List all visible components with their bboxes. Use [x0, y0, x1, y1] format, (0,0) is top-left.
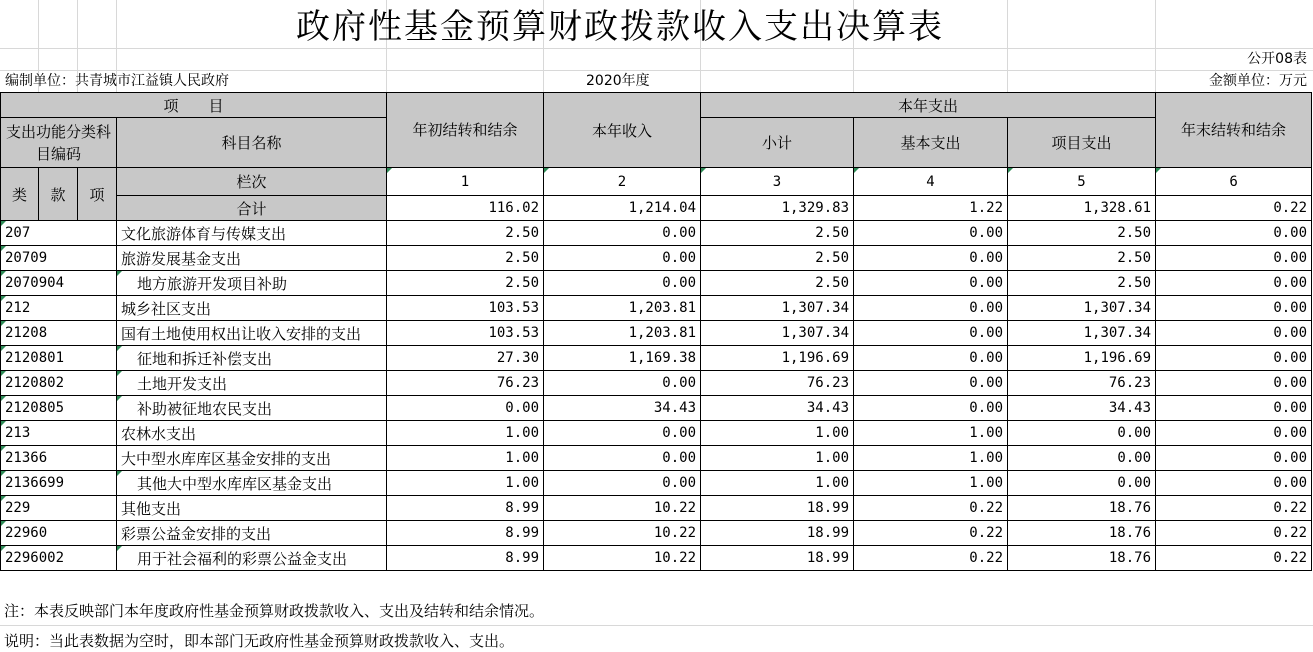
amount-cell: 0.00 [1156, 396, 1312, 421]
amount-cell: 2.50 [1008, 221, 1156, 246]
function-code: 2296002 [1, 546, 117, 571]
total-value: 1,214.04 [544, 196, 701, 221]
amount-cell: 2.50 [387, 246, 544, 271]
header-row [1, 93, 1312, 118]
budget-table [0, 92, 1312, 571]
table-row [1, 346, 1312, 371]
kuan-header: 款 [39, 168, 78, 221]
total-value: 1,329.83 [701, 196, 854, 221]
column-index: 5 [1008, 168, 1156, 196]
table-note: 注：本表反映部门本年度政府性基金预算财政拨款收入、支出及结转和结余情况。 [4, 602, 545, 620]
subject-name: 地方旅游开发项目补助 [117, 271, 387, 296]
amount-cell: 1,169.38 [544, 346, 701, 371]
subject-name: 彩票公益金安排的支出 [117, 521, 387, 546]
function-code: 212 [1, 296, 117, 321]
function-code: 213 [1, 421, 117, 446]
table-row [1, 421, 1312, 446]
table-row [1, 321, 1312, 346]
function-code: 207 [1, 221, 117, 246]
function-code: 2120805 [1, 396, 117, 421]
amount-cell: 1,203.81 [544, 296, 701, 321]
item-header: 项 目 [1, 93, 387, 118]
function-code: 22960 [1, 521, 117, 546]
subject-name: 用于社会福利的彩票公益金支出 [117, 546, 387, 571]
subject-name: 其他大中型水库库区基金支出 [117, 471, 387, 496]
amount-cell: 18.76 [1008, 546, 1156, 571]
amount-cell: 1,196.69 [701, 346, 854, 371]
function-code: 2070904 [1, 271, 117, 296]
subject-name: 土地开发支出 [117, 371, 387, 396]
amount-cell: 18.99 [701, 546, 854, 571]
amount-cell: 2.50 [701, 246, 854, 271]
function-code: 229 [1, 496, 117, 521]
amount-cell: 8.99 [387, 496, 544, 521]
amount-cell: 0.00 [1156, 346, 1312, 371]
table-row [1, 246, 1312, 271]
amount-cell: 10.22 [544, 521, 701, 546]
amount-cell: 0.00 [1156, 421, 1312, 446]
subject-name: 其他支出 [117, 496, 387, 521]
column-no-header: 栏次 [117, 168, 387, 196]
compiling-unit: 编制单位：共青城市江益镇人民政府 [5, 73, 229, 89]
amount-cell: 0.00 [544, 421, 701, 446]
column-index-row [1, 168, 1312, 196]
amount-cell: 0.00 [1156, 471, 1312, 496]
amount-cell: 0.22 [854, 546, 1008, 571]
function-code: 2120801 [1, 346, 117, 371]
amount-cell: 1,196.69 [1008, 346, 1156, 371]
amount-cell: 10.22 [544, 546, 701, 571]
amount-cell: 27.30 [387, 346, 544, 371]
total-label: 合计 [117, 196, 387, 221]
subject-name: 农林水支出 [117, 421, 387, 446]
amount-cell: 18.76 [1008, 521, 1156, 546]
amount-cell: 0.22 [854, 521, 1008, 546]
amount-cell: 0.22 [1156, 521, 1312, 546]
amount-cell: 0.00 [544, 246, 701, 271]
amount-cell: 1.00 [701, 471, 854, 496]
amount-cell: 0.00 [544, 221, 701, 246]
amount-cell: 76.23 [701, 371, 854, 396]
function-code: 20709 [1, 246, 117, 271]
amount-cell: 18.99 [701, 521, 854, 546]
amount-cell: 0.00 [854, 271, 1008, 296]
basic-header: 基本支出 [854, 118, 1008, 168]
amount-cell: 0.00 [854, 371, 1008, 396]
amount-cell: 1.00 [387, 421, 544, 446]
amount-cell: 0.00 [854, 396, 1008, 421]
amount-cell: 0.00 [1156, 221, 1312, 246]
amount-cell: 1.00 [701, 421, 854, 446]
amount-cell: 2.50 [387, 271, 544, 296]
amount-cell: 18.76 [1008, 496, 1156, 521]
subject-name: 文化旅游体育与传媒支出 [117, 221, 387, 246]
project-header: 项目支出 [1008, 118, 1156, 168]
amount-cell: 2.50 [1008, 246, 1156, 271]
amount-cell: 18.99 [701, 496, 854, 521]
column-index: 3 [701, 168, 854, 196]
amount-cell: 0.00 [544, 271, 701, 296]
amount-cell: 0.22 [854, 496, 1008, 521]
amount-cell: 2.50 [387, 221, 544, 246]
table-row [1, 496, 1312, 521]
grid-line [0, 70, 1313, 71]
amount-cell: 34.43 [544, 396, 701, 421]
subject-name: 城乡社区支出 [117, 296, 387, 321]
table-row [1, 521, 1312, 546]
form-number: 公开08表 [1247, 51, 1307, 67]
amount-cell: 0.00 [1156, 321, 1312, 346]
table-row [1, 396, 1312, 421]
amount-cell: 103.53 [387, 296, 544, 321]
table-explanation: 说明：当此表数据为空时，即本部门无政府性基金预算财政拨款收入、支出。 [4, 632, 515, 650]
fiscal-year: 2020年度 [586, 73, 650, 89]
total-value: 116.02 [387, 196, 544, 221]
column-index: 1 [387, 168, 544, 196]
amount-cell: 1.00 [701, 446, 854, 471]
amount-cell: 103.53 [387, 321, 544, 346]
amount-cell: 1.00 [387, 471, 544, 496]
table-row [1, 471, 1312, 496]
subject-name: 征地和拆迁补偿支出 [117, 346, 387, 371]
amount-cell: 0.00 [544, 446, 701, 471]
table-row [1, 221, 1312, 246]
function-code: 21208 [1, 321, 117, 346]
amount-cell: 0.00 [1156, 296, 1312, 321]
amount-cell: 0.22 [1156, 496, 1312, 521]
amount-cell: 34.43 [1008, 396, 1156, 421]
amount-cell: 0.00 [854, 346, 1008, 371]
amount-cell: 0.00 [387, 396, 544, 421]
xiang-header: 项 [78, 168, 117, 221]
table-row [1, 446, 1312, 471]
lei-header: 类 [1, 168, 39, 221]
function-code: 2136699 [1, 471, 117, 496]
subject-name: 大中型水库库区基金安排的支出 [117, 446, 387, 471]
amount-cell: 1,307.34 [701, 321, 854, 346]
amount-cell: 0.22 [1156, 546, 1312, 571]
amount-cell: 2.50 [1008, 271, 1156, 296]
column-index: 6 [1156, 168, 1312, 196]
amount-cell: 1.00 [387, 446, 544, 471]
amount-cell: 0.00 [1008, 421, 1156, 446]
amount-cell: 0.00 [1156, 446, 1312, 471]
amount-cell: 0.00 [854, 221, 1008, 246]
total-value: 1.22 [854, 196, 1008, 221]
amount-cell: 1,307.34 [1008, 321, 1156, 346]
amount-cell: 0.00 [1156, 271, 1312, 296]
report-title: 政府性基金预算财政拨款收入支出决算表 [296, 7, 944, 47]
func-code-header: 支出功能分类科目编码 [1, 118, 117, 168]
total-row [1, 196, 1312, 221]
income-header: 本年收入 [544, 93, 701, 168]
column-index: 2 [544, 168, 701, 196]
expense-group-header: 本年支出 [701, 93, 1156, 118]
amount-cell: 0.00 [1156, 246, 1312, 271]
amount-cell: 8.99 [387, 521, 544, 546]
amount-cell: 8.99 [387, 546, 544, 571]
amount-cell: 0.00 [544, 371, 701, 396]
amount-cell: 1,307.34 [1008, 296, 1156, 321]
amount-cell: 1.00 [854, 471, 1008, 496]
amount-cell: 0.00 [854, 321, 1008, 346]
table-row [1, 371, 1312, 396]
amount-cell: 2.50 [701, 271, 854, 296]
carry-end-header: 年末结转和结余 [1156, 93, 1312, 168]
table-row [1, 546, 1312, 571]
table-row [1, 271, 1312, 296]
amount-cell: 10.22 [544, 496, 701, 521]
carry-begin-header: 年初结转和结余 [387, 93, 544, 168]
amount-cell: 0.00 [1008, 446, 1156, 471]
column-index: 4 [854, 168, 1008, 196]
amount-cell: 1,203.81 [544, 321, 701, 346]
subtotal-header: 小计 [701, 118, 854, 168]
amount-cell: 0.00 [1008, 471, 1156, 496]
amount-cell: 0.00 [1156, 371, 1312, 396]
amount-cell: 76.23 [387, 371, 544, 396]
amount-cell: 0.00 [854, 246, 1008, 271]
function-code: 21366 [1, 446, 117, 471]
grid-line [0, 625, 1313, 626]
amount-cell: 2.50 [701, 221, 854, 246]
subject-name: 国有土地使用权出让收入安排的支出 [117, 321, 387, 346]
amount-cell: 0.00 [544, 471, 701, 496]
amount-cell: 1,307.34 [701, 296, 854, 321]
amount-cell: 0.00 [854, 296, 1008, 321]
amount-cell: 76.23 [1008, 371, 1156, 396]
amount-cell: 1.00 [854, 421, 1008, 446]
amount-cell: 34.43 [701, 396, 854, 421]
amount-unit: 金额单位：万元 [1209, 73, 1307, 89]
total-value: 0.22 [1156, 196, 1312, 221]
total-value: 1,328.61 [1008, 196, 1156, 221]
subject-name: 补助被征地农民支出 [117, 396, 387, 421]
function-code: 2120802 [1, 371, 117, 396]
table-row [1, 296, 1312, 321]
amount-cell: 1.00 [854, 446, 1008, 471]
subject-name: 旅游发展基金支出 [117, 246, 387, 271]
subject-name-header: 科目名称 [117, 118, 387, 168]
